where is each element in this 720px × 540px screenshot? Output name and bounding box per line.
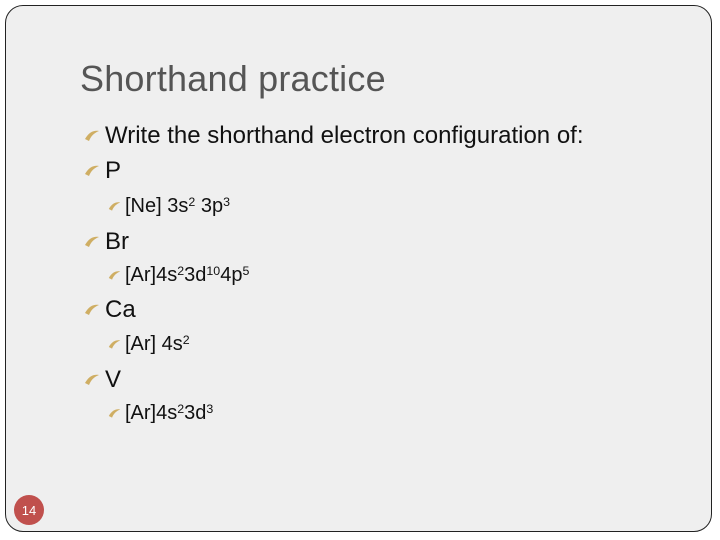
superscript: 3 bbox=[223, 195, 230, 210]
superscript: 5 bbox=[242, 264, 250, 279]
swoosh-bullet-icon bbox=[108, 407, 121, 420]
superscript: 2 bbox=[188, 195, 196, 210]
prompt-line bbox=[84, 122, 584, 150]
element-symbol: V bbox=[105, 366, 122, 393]
config-text: [Ar]4s bbox=[125, 402, 178, 424]
config-text: [Ar] 4s bbox=[125, 333, 183, 355]
superscript: 2 bbox=[182, 333, 190, 348]
element-symbol: Br bbox=[105, 228, 129, 255]
prompt-text: Write the shorthand electron configuration of: bbox=[105, 122, 584, 149]
swoosh-bullet-icon bbox=[84, 163, 100, 179]
element-symbol: Ca bbox=[105, 296, 136, 323]
page-number-badge bbox=[14, 495, 44, 525]
swoosh-bullet-icon bbox=[84, 128, 100, 144]
swoosh-bullet-icon bbox=[108, 200, 121, 213]
element-line-p bbox=[84, 157, 121, 185]
config-text: [Ne] 3s bbox=[125, 195, 189, 217]
config-line-br bbox=[108, 264, 249, 287]
config-line-ca bbox=[108, 333, 190, 356]
superscript: 2 bbox=[177, 264, 185, 279]
config-line-v bbox=[108, 402, 213, 425]
config-line-p bbox=[108, 195, 230, 218]
swoosh-bullet-icon bbox=[84, 372, 100, 388]
superscript: 3 bbox=[206, 402, 214, 417]
config-text: 3p bbox=[195, 195, 224, 217]
swoosh-bullet-icon bbox=[84, 234, 100, 250]
config-text: 3d bbox=[184, 402, 207, 424]
swoosh-bullet-icon bbox=[108, 338, 121, 351]
superscript: 2 bbox=[177, 402, 185, 417]
slide-title: Shorthand practice bbox=[80, 58, 386, 99]
swoosh-bullet-icon bbox=[108, 269, 121, 282]
swoosh-bullet-icon bbox=[84, 302, 100, 318]
element-line-br bbox=[84, 228, 129, 256]
element-line-ca bbox=[84, 296, 136, 324]
config-text: 3d bbox=[184, 264, 207, 286]
element-line-v bbox=[84, 366, 121, 394]
element-symbol: P bbox=[105, 157, 122, 184]
config-text: [Ar]4s bbox=[125, 264, 178, 286]
config-text: 4p bbox=[220, 264, 243, 286]
page-number: 14 bbox=[21, 502, 37, 518]
superscript: 10 bbox=[206, 264, 221, 279]
